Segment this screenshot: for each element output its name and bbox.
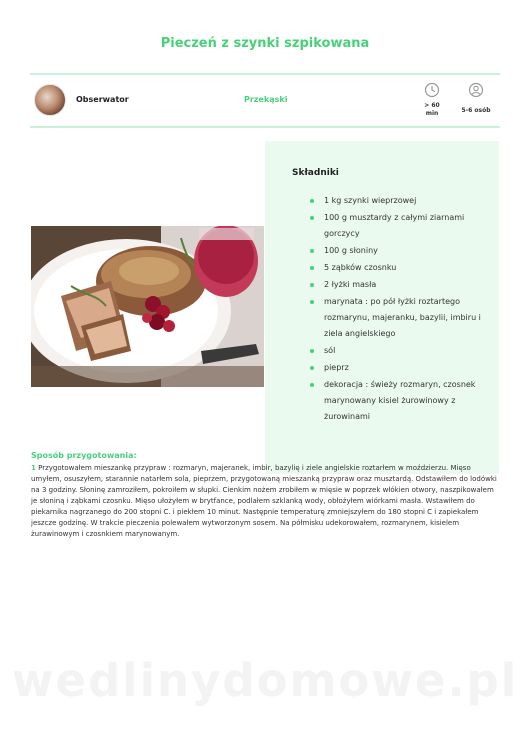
- header-divider-bottom: [30, 126, 500, 128]
- author-avatar[interactable]: [34, 84, 66, 116]
- prep-time-label: > 60 min: [424, 102, 440, 117]
- recipe-category[interactable]: Przekąski: [244, 95, 288, 104]
- clock-icon: [424, 82, 440, 98]
- preparation-step: [31, 463, 501, 540]
- recipe-meta-row: [30, 76, 500, 126]
- header-divider-top: [30, 73, 500, 75]
- ingredient-item: 5 ząbków czosnku: [307, 260, 483, 276]
- ingredient-item: 2 łyżki masła: [307, 277, 483, 293]
- ingredient-item: 100 g musztardy z całymi ziarnami gorczycy: [307, 210, 483, 242]
- ingredient-item: 1 kg szynki wieprzowej: [307, 193, 483, 209]
- servings-label: 5-6 osób: [461, 107, 491, 114]
- ingredients-heading: Składniki: [292, 168, 339, 178]
- step-number: 1: [31, 464, 36, 472]
- prep-time-stat: [412, 82, 452, 118]
- user-icon: [468, 82, 484, 98]
- recipe-photo: [31, 226, 264, 387]
- ingredient-item: marynata : po pół łyżki roztartego rozmarynu, majeranku, bazylii, imbiru i ziela angielskiego: [307, 294, 483, 342]
- ingredient-item: dekoracja : świeży rozmaryn, czosnek marynowany kisiel żurowinowy z żurowinami: [307, 377, 483, 425]
- ingredient-item: sól: [307, 343, 483, 359]
- servings-stat: [456, 82, 496, 115]
- recipe-title: Pieczeń z szynki szpikowana: [160, 36, 370, 51]
- ingredient-item: pieprz: [307, 360, 483, 376]
- roast-photo-illustration: [31, 226, 264, 387]
- preparation-heading: Sposób przygotowania:: [31, 451, 137, 460]
- step-text: Przygotowałem mieszankę przypraw : rozmaryn, majeranek, imbir, bazylię i ziele angielskie roztarłem w moździerzu. Mięso umyłem, osuszyłem, starannie natarłem sola, pieprzem, przygotowaną mieszanką przypraw oraz musztardą. Odstawiłem do lodówki na 3 godziny. Słoninę zamroziłem, pokroiłem w słupki. Cienkim nożem zrobiłem w mięsie w poprzek włókien otwory, naszpikowałem je słoniną i ząbkami czosnku. Mięso ułożyłem w brytfance, podlałem szklanką wody, obłożyłem wiórkami masła. Wstawiłem do piekarnika nagrzanego do 200 stopni C. i piekłem 10 minut. Następnie temperaturę zmniejszyłem do 180 stopni C i zapiekałem jeszcze godzinę. W trakcie pieczenia polewałem wytworzonym sosem. Na półmisku udekorowałem, rozmarynem, kisielem żurawinowym i czosnkiem marynowanym.: [31, 464, 497, 538]
- ingredient-item: 100 g słoniny: [307, 243, 483, 259]
- ingredients-list: [307, 193, 483, 426]
- site-watermark: wedlinydomowe.pl: [11, 654, 519, 707]
- author-name[interactable]: Obserwator: [76, 95, 129, 104]
- ingredients-panel: [265, 141, 499, 474]
